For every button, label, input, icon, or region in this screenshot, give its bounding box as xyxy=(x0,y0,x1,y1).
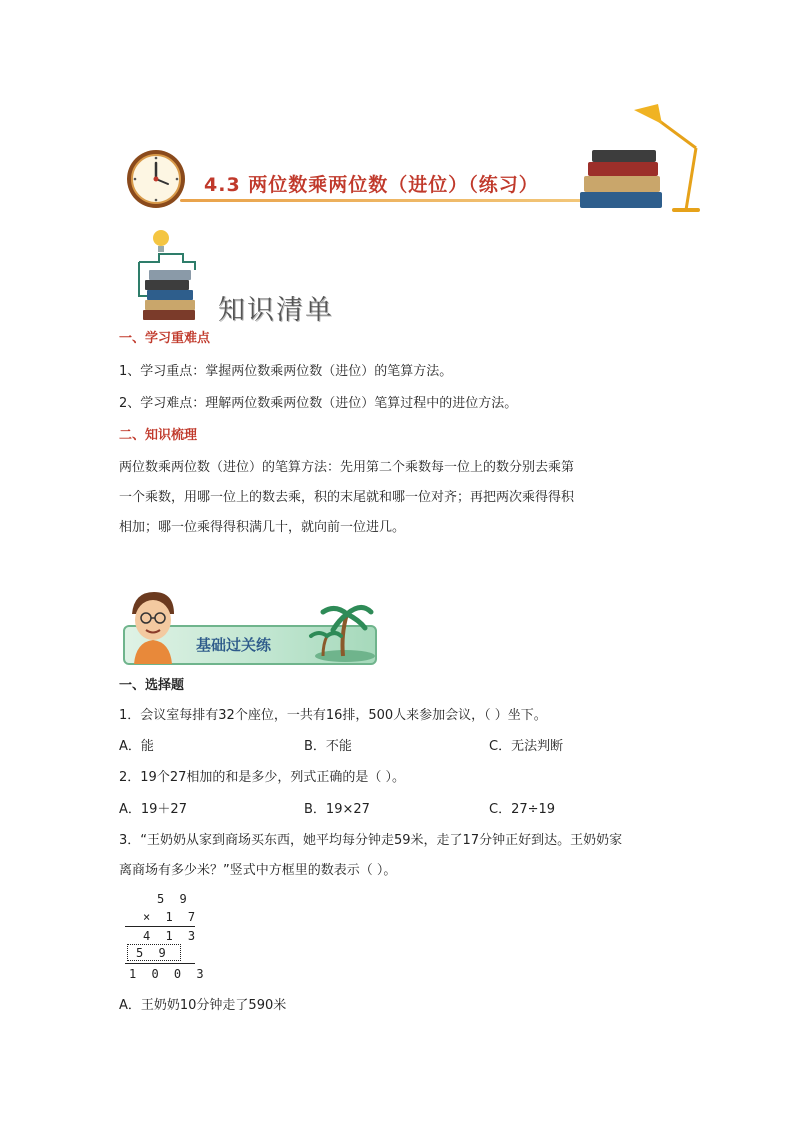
q2-option-a: A．19＋27 xyxy=(119,802,187,817)
section-title-choice: 一、选择题 xyxy=(119,678,185,693)
review-line-3: 相加；哪一位乘得得积满几十，就向前一位进几。 xyxy=(119,520,406,535)
boy-avatar-icon xyxy=(118,584,188,664)
question-3-line-1: 3．“王奶奶从家到商场买东西，她平均每分钟走59米，走了17分钟正好到达。王奶奶家 xyxy=(119,833,623,848)
section-title-difficulty: 一、学习重难点 xyxy=(119,331,211,346)
q1-option-c: C．无法判断 xyxy=(489,739,564,754)
q1-option-b: B．不能 xyxy=(304,739,352,754)
q1-option-a: A．能 xyxy=(119,739,154,754)
q3-option-a: A．王奶奶10分钟走了590米 xyxy=(119,998,287,1013)
calc-partial-product-1: 4 1 3 xyxy=(143,929,200,943)
practice-banner-label: 基础过关练 xyxy=(196,636,272,654)
question-2: 2．19个27相加的和是多少，列式正确的是（ ）。 xyxy=(119,770,405,785)
title-underline xyxy=(180,199,590,202)
q2-option-b: B．19×27 xyxy=(304,802,370,817)
q2-option-c: C．27÷19 xyxy=(489,802,556,817)
palm-tree-icon xyxy=(305,600,375,662)
clock-icon xyxy=(125,148,187,210)
review-line-1: 两位数乘两位数（进位）的笔算方法：先用第二个乘数每一位上的数分别去乘第 xyxy=(119,460,575,475)
difficult-point: 2、学习难点：理解两位数乘两位数（进位）笔算过程中的进位方法。 xyxy=(119,396,518,411)
calc-line-1 xyxy=(125,926,195,927)
calc-product: 1 0 0 3 xyxy=(129,967,208,981)
key-point: 1、学习重点：掌握两位数乘两位数（进位）的笔算方法。 xyxy=(119,364,453,379)
knowledge-books-icon xyxy=(135,226,215,322)
calc-partial-product-2: 5 9 xyxy=(136,946,170,960)
calc-multiplicand: 5 9 xyxy=(157,892,191,906)
section-title-review: 二、知识梳理 xyxy=(119,428,198,443)
books-lamp-icon xyxy=(578,100,708,215)
page-title: 4.3 两位数乘两位数（进位）（练习） xyxy=(204,174,539,196)
knowledge-heading: 知识清单 xyxy=(218,295,334,326)
calc-multiplier: × 1 7 xyxy=(143,910,200,924)
question-1: 1．会议室每排有32个座位，一共有16排，500人来参加会议，（ ）坐下。 xyxy=(119,708,547,723)
calc-line-2 xyxy=(125,963,195,964)
review-line-2: 一个乘数，用哪一位上的数去乘，积的末尾就和哪一位对齐；再把两次乘得得积 xyxy=(119,490,575,505)
question-3-line-2: 离商场有多少米？”竖式中方框里的数表示（ ）。 xyxy=(119,863,397,878)
